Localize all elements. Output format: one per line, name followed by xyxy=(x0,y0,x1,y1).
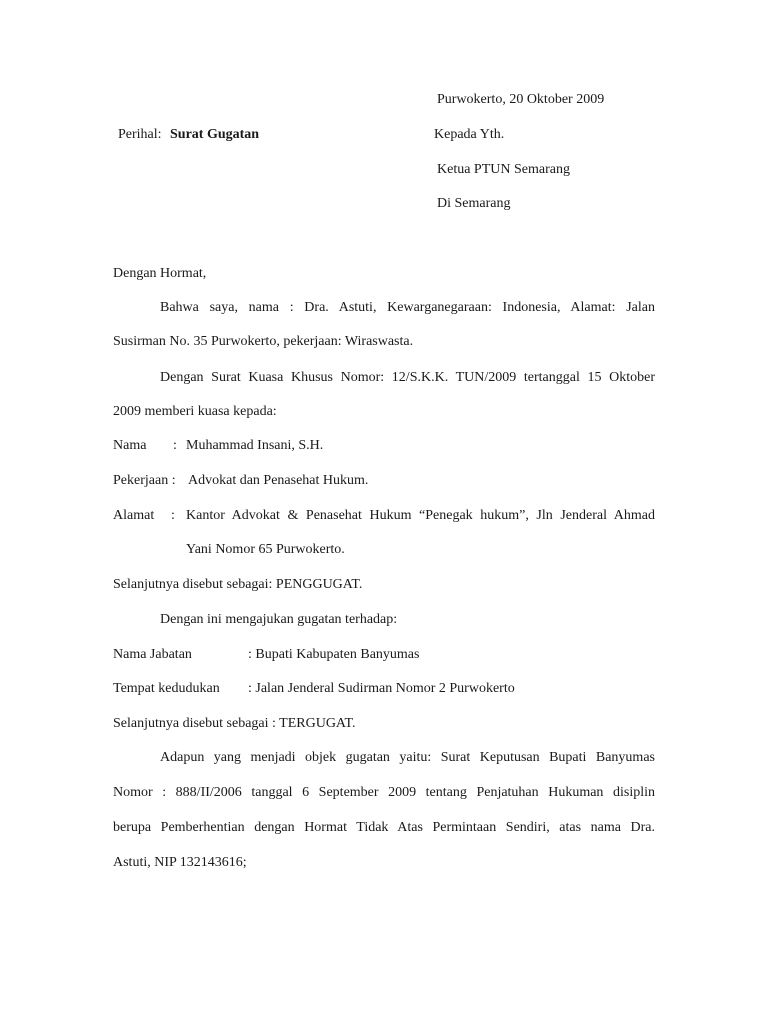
paragraph-2-line-1: Dengan Surat Kuasa Khusus Nomor: 12/S.K.K. TUN/2009 tertanggal 15 Oktober xyxy=(160,370,655,385)
place-date: Purwokerto, 20 Oktober 2009 xyxy=(437,92,605,107)
paragraph-3: Dengan ini mengajukan gugatan terhadap: xyxy=(160,612,398,627)
kuasa-pekerjaan-value: Advokat dan Penasehat Hukum. xyxy=(188,473,369,488)
kuasa-alamat-label: Alamat xyxy=(113,508,155,523)
kuasa-alamat-line-2: Yani Nomor 65 Purwokerto. xyxy=(186,542,345,557)
salutation: Dengan Hormat, xyxy=(113,266,207,281)
kedudukan-value: : Jalan Jenderal Sudirman Nomor 2 Purwokerto xyxy=(248,681,515,696)
kuasa-nama-separator: : xyxy=(173,438,177,453)
tergugat-statement: Selanjutnya disebut sebagai : TERGUGAT. xyxy=(113,716,356,731)
recipient-line-1: Kepada Yth. xyxy=(434,127,505,142)
jabatan-label: Nama Jabatan xyxy=(113,647,192,662)
kuasa-alamat-line-1: Kantor Advokat & Penasehat Hukum “Penegak hukum”, Jln Jenderal Ahmad xyxy=(186,508,655,523)
paragraph-1-line-2: Susirman No. 35 Purwokerto, pekerjaan: Wiraswasta. xyxy=(113,334,414,349)
penggugat-statement: Selanjutnya disebut sebagai: PENGGUGAT. xyxy=(113,577,363,592)
kuasa-nama-label: Nama xyxy=(113,438,147,453)
paragraph-4-line-1: Adapun yang menjadi objek gugatan yaitu: Surat Keputusan Bupati Banyumas xyxy=(160,750,655,765)
paragraph-4-line-3: berupa Pemberhentian dengan Hormat Tidak Atas Permintaan Sendiri, atas nama Dra. xyxy=(113,820,655,835)
kuasa-pekerjaan-label: Pekerjaan : xyxy=(113,473,176,488)
recipient-line-3: Di Semarang xyxy=(437,196,511,211)
recipient-line-2: Ketua PTUN Semarang xyxy=(437,162,570,177)
jabatan-value: : Bupati Kabupaten Banyumas xyxy=(248,647,420,662)
paragraph-4-line-4: Astuti, NIP 132143616; xyxy=(113,855,247,870)
paragraph-4-line-2: Nomor : 888/II/2006 tanggal 6 September 2009 tentang Penjatuhan Hukuman disiplin xyxy=(113,785,655,800)
perihal-label: Perihal: xyxy=(118,127,162,142)
kuasa-alamat-separator: : xyxy=(171,508,175,523)
paragraph-1-line-1: Bahwa saya, nama : Dra. Astuti, Kewarganegaraan: Indonesia, Alamat: Jalan xyxy=(160,300,655,315)
perihal-value: Surat Gugatan xyxy=(170,127,260,142)
paragraph-2-line-2: 2009 memberi kuasa kepada: xyxy=(113,404,277,419)
kuasa-nama-value: Muhammad Insani, S.H. xyxy=(186,438,324,453)
kedudukan-label: Tempat kedudukan xyxy=(113,681,220,696)
